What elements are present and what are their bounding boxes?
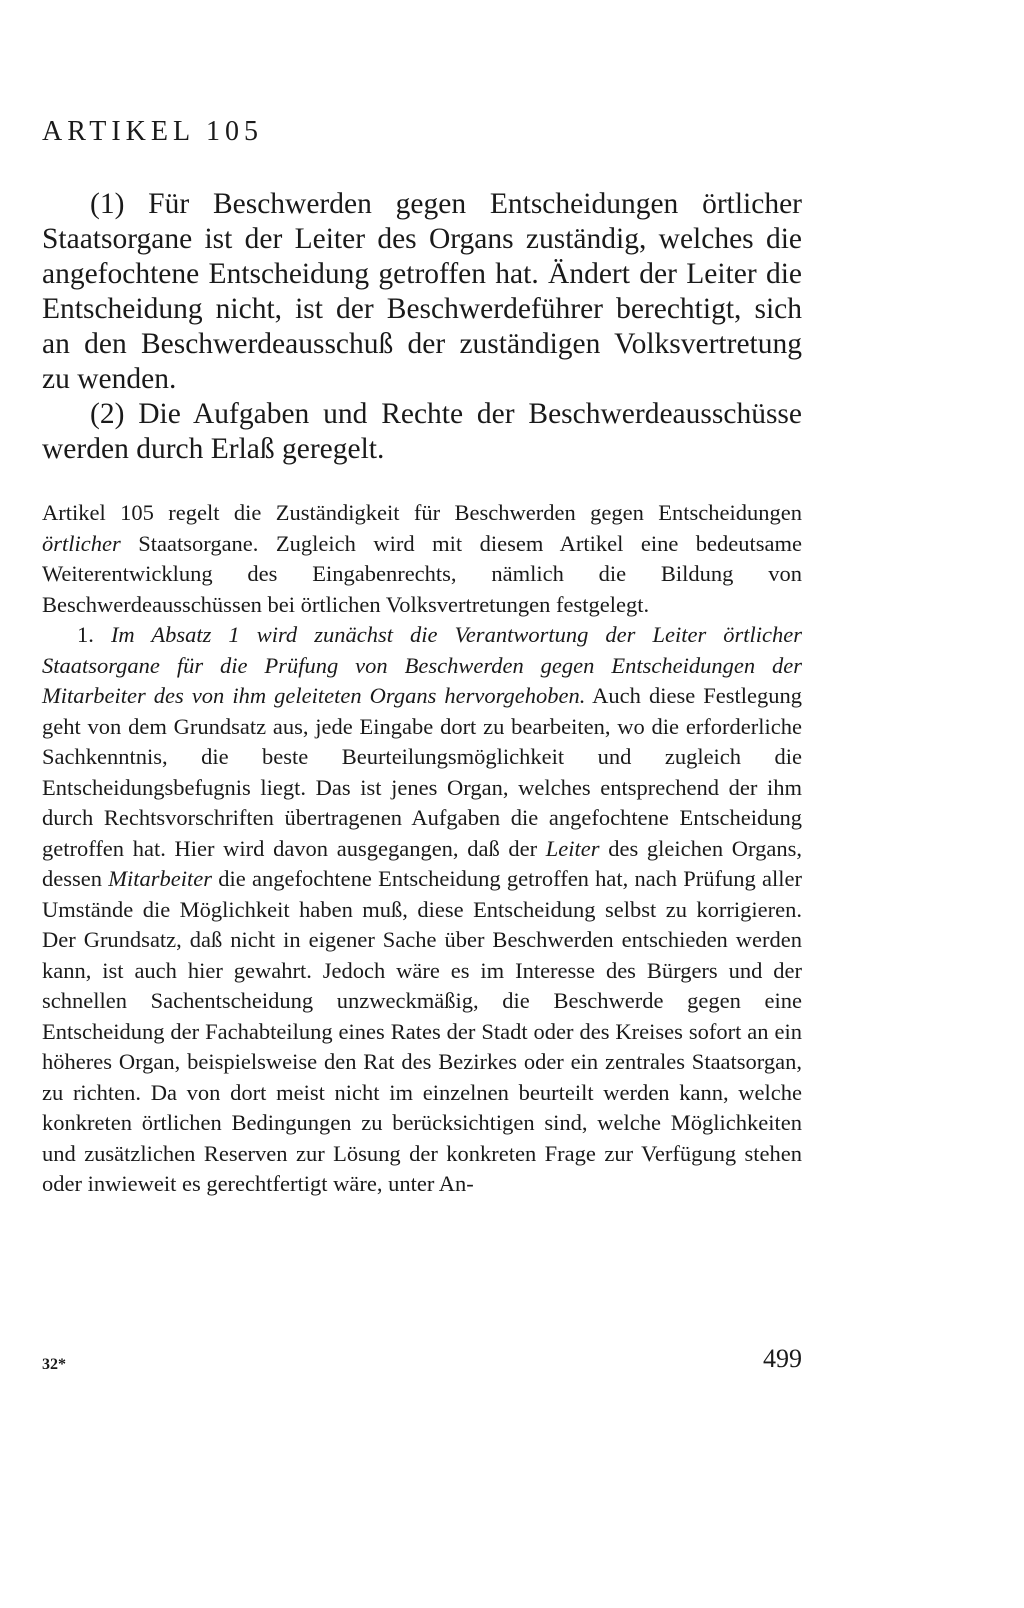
commentary-point-1	[42, 620, 802, 1200]
point-1-text-c: die angefochtene Entscheidung getroffen hat, nach Prüfung aller Umstände die Möglichkeit haben muß, diese Entscheidung selbst zu korrigieren. Der Grundsatz, daß nicht in eigener Sache über Beschwerden entschieden werden kann, ist auch hier gewahrt. Jedoch wäre es im Interesse des Bürgers und der schnellen Sachentscheidung unzweckmäßig, die Beschwerde gegen eine Entscheidung der Fachabteilung eines Rates der Stadt oder des Kreises sofort an ein höheres Organ, beispielsweise den Rat des Bezirkes oder ein zentrales Staatsorgan, zu richten. Da von dort meist nicht im einzelnen beurteilt werden kann, welche konkreten örtlichen Bedingungen zu berücksichtigen sind, welche Möglichkeiten und zusätzlichen Reserven zur Lösung der konkreten Frage zur Verfügung stehen oder inwieweit es gerechtfertigt wäre, unter An-	[42, 866, 802, 1196]
law-paragraph-2: (2) Die Aufgaben und Rechte der Beschwerdeausschüsse werden durch Erlaß geregelt.	[42, 398, 802, 465]
point-number: 1.	[77, 622, 111, 647]
point-1-emphasis-mitarbeiter: Mitarbeiter	[108, 866, 212, 891]
commentary	[42, 498, 802, 1200]
point-1-text-a: Auch diese Festlegung geht von dem Grundsatz aus, jede Eingabe dort zu bearbeiten, wo die erforderliche Sachkenntnis, die beste Beurteilungsmöglichkeit und zugleich die Entscheidungsbefugnis liegt. Das ist jenes Organ, welches entsprechend der ihm durch Rechtsvorschriften übertragenen Aufgaben die angefochtene Entscheidung getroffen hat. Hier wird davon ausgegangen, daß der	[42, 683, 802, 861]
point-1-text-b: des gleichen Organs, dessen	[42, 835, 802, 891]
intro-text-a: Artikel 105 regelt die Zuständigkeit für Beschwerden gegen Entscheidungen	[42, 500, 802, 525]
intro-text-b: Staatsorgane. Zugleich wird mit diesem Artikel eine bedeutsame Weiterentwicklung des Eingabenrechts, nämlich die Bildung von Beschwerdeausschüssen bei örtlichen Volksvertretungen festgelegt.	[42, 530, 802, 617]
intro-emphasis: örtlicher	[42, 530, 121, 556]
page-number: 499	[763, 1344, 802, 1373]
point-1-emphasis-leiter: Leiter	[545, 835, 600, 861]
law-paragraph-1: (1) Für Beschwerden gegen Entscheidungen örtlicher Staatsorgane ist der Leiter des Organs zuständig, welches die angefochtene Entscheidung getroffen hat. Ändert der Leiter die Entscheidung nicht, ist der Beschwerdeführer berechtigt, sich an den Beschwerdeausschuß der zuständigen Volksvertretung zu wenden.	[42, 188, 802, 395]
law-text	[42, 187, 802, 467]
point-1-emphasis: Im Absatz 1 wird zunächst die Verantwortung der Leiter örtlicher Staatsorgane für die Prüfung von Beschwerden gegen Entscheidungen der Mitarbeiter des von ihm geleiteten Organs hervorgehoben.	[42, 622, 802, 708]
article-heading: ARTIKEL 105	[42, 116, 264, 147]
commentary-intro	[42, 498, 802, 620]
sheet-signature: 32*	[42, 1356, 66, 1373]
